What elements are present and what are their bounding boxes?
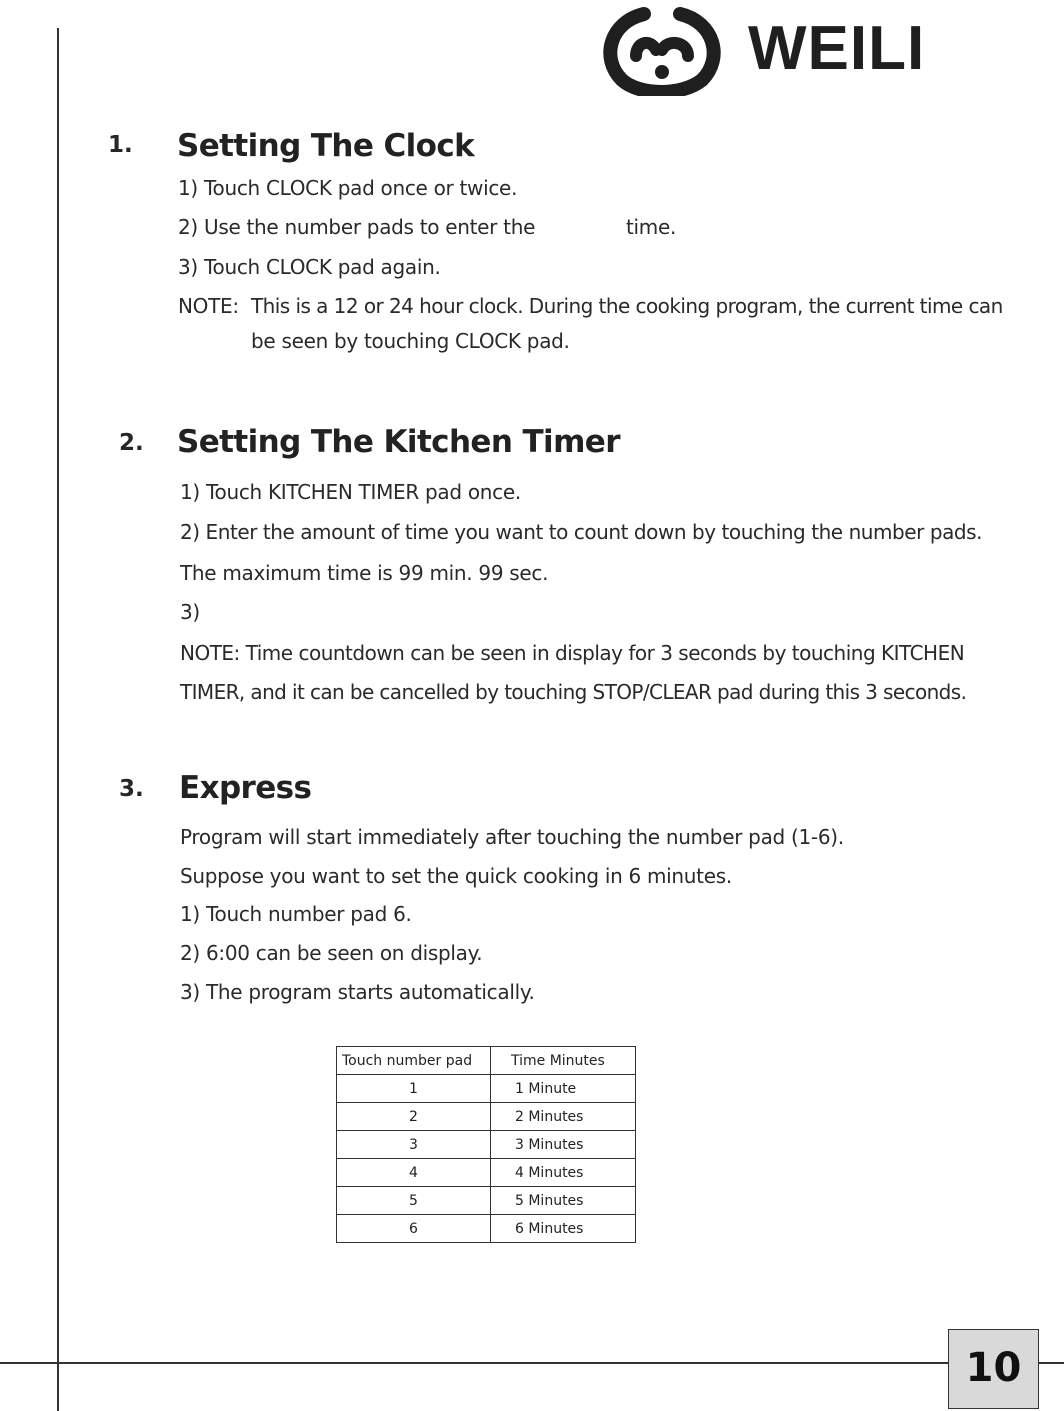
section-number: 3. [119,776,144,802]
instruction-line: Suppose you want to set the quick cooking in 6 minutes. [180,864,732,888]
table-row [337,1159,636,1187]
table-cell: 3 [337,1131,491,1159]
table-cell: 4 [337,1159,491,1187]
note-label: NOTE: [178,294,239,318]
note-text: be seen by touching CLOCK pad. [251,329,570,353]
instruction-line: The maximum time is 99 min. 99 sec. [180,561,549,585]
section-title: Setting The Clock [177,128,475,164]
table-cell: 4 Minutes [491,1159,636,1187]
table-header-row [337,1047,636,1075]
section-number: 2. [119,430,144,456]
note-text: NOTE: Time countdown can be seen in display for 3 seconds by touching KITCHEN [180,641,965,665]
table-cell: 2 Minutes [491,1103,636,1131]
table-header-cell: Time Minutes [491,1047,636,1075]
note-text: This is a 12 or 24 hour clock. During the cooking program, the current time can [251,294,1003,318]
table-cell: 6 [337,1215,491,1243]
brand-name: WEILI [748,14,926,83]
section-title: Express [179,770,312,806]
table-cell: 6 Minutes [491,1215,636,1243]
instruction-line: Program will start immediately after touching the number pad (1-6). [180,825,844,849]
table-row [337,1131,636,1159]
table-cell: 1 Minute [491,1075,636,1103]
table-row [337,1187,636,1215]
instruction-line: 3) The program starts automatically. [180,980,535,1004]
weili-logo-mark-icon [596,0,728,96]
section-number: 1. [108,132,133,158]
table-cell: 2 [337,1103,491,1131]
note-text: TIMER, and it can be cancelled by touching STOP/CLEAR pad during this 3 seconds. [180,680,967,704]
section-title: Setting The Kitchen Timer [177,424,620,460]
instruction-line: 1) Touch CLOCK pad once or twice. [178,176,518,200]
table-cell: 1 [337,1075,491,1103]
instruction-line: time. [626,215,677,239]
instruction-line: 3) [180,600,200,624]
table-row [337,1103,636,1131]
footer-rule [0,1362,1064,1364]
table-cell: 3 Minutes [491,1131,636,1159]
instruction-line: 2) Enter the amount of time you want to count down by touching the number pads. [180,520,983,544]
table-cell: 5 Minutes [491,1187,636,1215]
instruction-line: 3) Touch CLOCK pad again. [178,255,441,279]
instruction-line: 1) Touch KITCHEN TIMER pad once. [180,480,521,504]
instruction-line: 2) Use the number pads to enter the [178,215,536,239]
express-table [336,1046,636,1243]
table-row [337,1075,636,1103]
table-header-cell: Touch number pad [337,1047,491,1075]
instruction-line: 1) Touch number pad 6. [180,902,412,926]
table-cell: 5 [337,1187,491,1215]
brand-logo [596,0,958,96]
left-margin-rule [57,28,59,1411]
instruction-line: 2) 6:00 can be seen on display. [180,941,483,965]
page-number: 10 [948,1329,1039,1409]
table-row [337,1215,636,1243]
